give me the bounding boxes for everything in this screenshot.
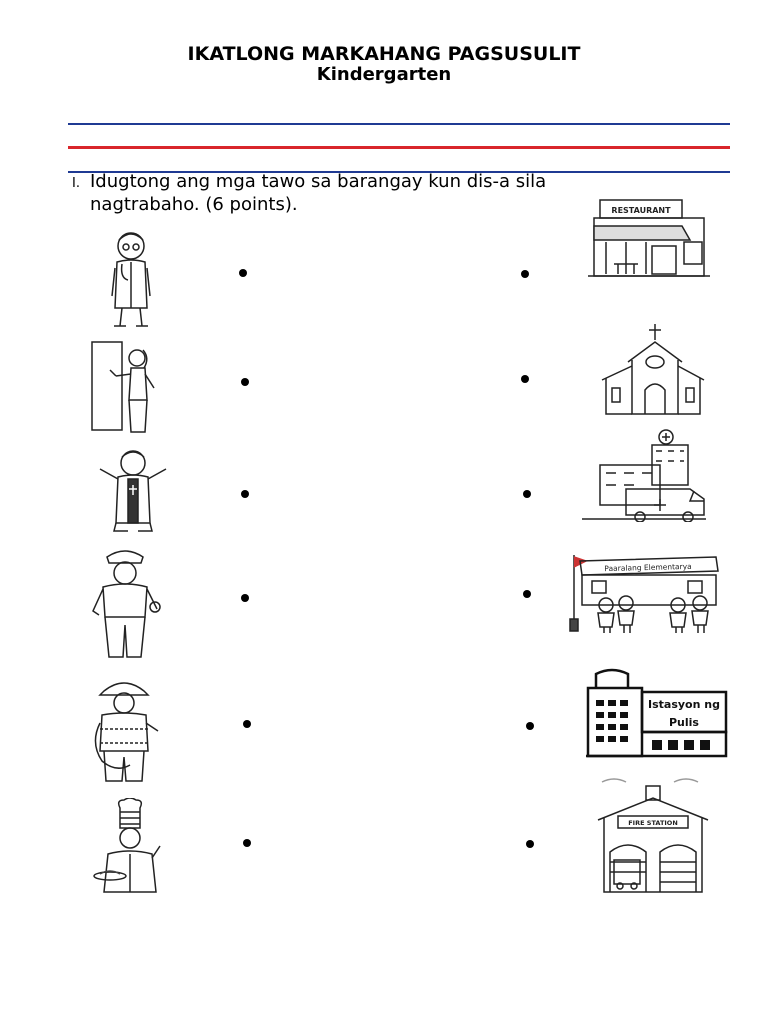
right-connection-dot[interactable] bbox=[526, 840, 534, 848]
priest-icon bbox=[92, 447, 174, 533]
divider-top-blue bbox=[68, 123, 730, 125]
right-connection-dot[interactable] bbox=[521, 375, 529, 383]
doctor-icon bbox=[100, 228, 162, 328]
fire-station-icon bbox=[594, 776, 712, 894]
page-subtitle: Kindergarten bbox=[316, 64, 452, 85]
teacher-icon bbox=[90, 340, 166, 435]
restaurant-icon bbox=[586, 198, 712, 280]
right-connection-dot[interactable] bbox=[526, 722, 534, 730]
page-title: IKATLONG MARKAHANG PAGSUSULIT bbox=[187, 43, 581, 65]
left-connection-dot[interactable] bbox=[241, 490, 249, 498]
left-connection-dot[interactable] bbox=[243, 720, 251, 728]
police-station-sign-line2: Pulis bbox=[669, 716, 699, 729]
left-connection-dot[interactable] bbox=[241, 594, 249, 602]
police-station-sign-line1: Istasyon ng bbox=[648, 698, 720, 711]
left-connection-dot[interactable] bbox=[243, 839, 251, 847]
school-sign: Paaralang Elementarya bbox=[604, 561, 692, 574]
left-connection-dot[interactable] bbox=[241, 378, 249, 386]
school-icon bbox=[568, 553, 720, 635]
chef-icon bbox=[90, 798, 172, 894]
right-connection-dot[interactable] bbox=[523, 590, 531, 598]
divider-red bbox=[68, 146, 730, 149]
police-officer-icon bbox=[85, 545, 165, 663]
church-icon bbox=[598, 322, 708, 416]
right-connection-dot[interactable] bbox=[523, 490, 531, 498]
right-connection-dot[interactable] bbox=[521, 270, 529, 278]
restaurant-sign: RESTAURANT bbox=[611, 206, 671, 215]
fire-station-sign: FIRE STATION bbox=[628, 819, 678, 827]
instruction-number: I. bbox=[72, 176, 80, 191]
police-station-icon bbox=[584, 668, 730, 760]
hospital-icon bbox=[578, 427, 710, 522]
firefighter-icon bbox=[86, 673, 162, 785]
instruction-text: Idugtong ang mga tawo sa barangay kun dis-a sila nagtrabaho. (6 points). bbox=[90, 171, 547, 215]
left-connection-dot[interactable] bbox=[239, 269, 247, 277]
